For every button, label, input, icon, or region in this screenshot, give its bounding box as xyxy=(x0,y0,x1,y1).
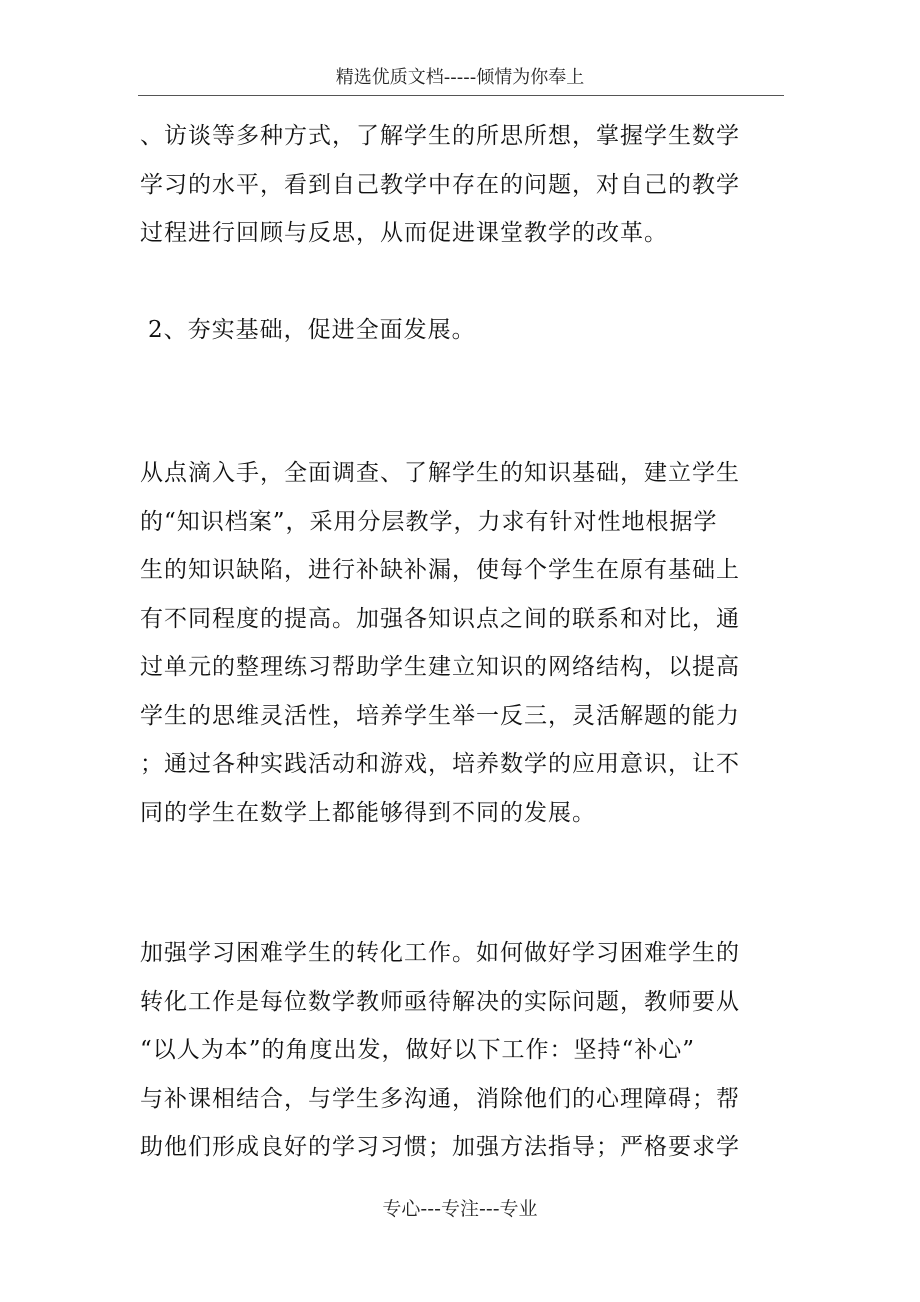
text-line: 加强学习困难学生的转化工作。如何做好学习困难学生的 xyxy=(140,940,740,966)
text-line: 过单元的整理练习帮助学生建立知识的网络结构，以提高 xyxy=(140,654,740,680)
text-line: 与补课相结合，与学生多沟通，消除他们的心理障碍；帮 xyxy=(140,1085,740,1112)
page-footer: 专心---专注---专业 xyxy=(382,1198,538,1220)
text-line: 助他们形成良好的学习习惯；加强方法指导；严格要求学 xyxy=(140,1134,740,1160)
text-line: 学生的思维灵活性，培养学生举一反三，灵活解题的能力 xyxy=(140,702,740,729)
paragraph-struggling-students xyxy=(140,929,760,1172)
text-line: 的“知识档案”，采用分层教学，力求有针对性地根据学 xyxy=(140,508,718,535)
text-line: 从点滴入手，全面调查、了解学生的知识基础，建立学生 xyxy=(140,460,740,486)
paragraph-reflection xyxy=(140,112,760,258)
text-line: ；通过各种实践活动和游戏，培养数学的应用意识，让不 xyxy=(140,751,740,777)
text-line: 有不同程度的提高。加强各知识点之间的联系和对比，通 xyxy=(140,605,740,632)
text-line: 转化工作是每位数学教师亟待解决的实际问题，教师要从 xyxy=(140,988,740,1015)
paragraph-foundation xyxy=(140,449,760,837)
text-line: 过程进行回顾与反思，从而促进课堂教学的改革。 xyxy=(140,220,668,246)
text-line: 、访谈等多种方式，了解学生的所思所想，掌握学生数学 xyxy=(140,123,740,149)
section-heading-2 xyxy=(148,306,768,355)
text-line: 生的知识缺陷，进行补缺补漏，使每个学生在原有基础上 xyxy=(140,557,740,583)
page-header: 精选优质文档-----倾情为你奉上 xyxy=(335,67,585,88)
text-line: 同的学生在数学上都能够得到不同的发展。 xyxy=(140,799,596,826)
text-line: “以人为本”的角度出发，做好以下工作：坚持“补心” xyxy=(140,1037,696,1063)
heading-text: 2、夯实基础，促进全面发展。 xyxy=(148,317,476,343)
header-divider xyxy=(138,95,784,96)
text-line: 学习的水平，看到自己教学中存在的问题，对自己的教学 xyxy=(140,171,740,198)
